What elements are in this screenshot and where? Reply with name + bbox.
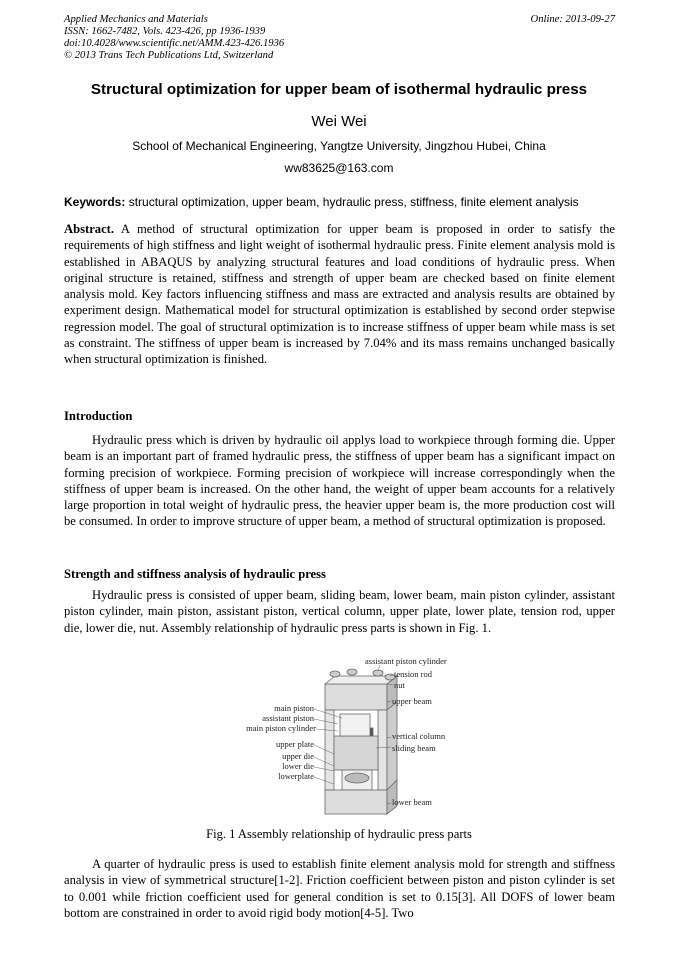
abstract-label: Abstract. xyxy=(64,222,115,236)
label-assistant-piston: assistant piston xyxy=(262,713,314,723)
issn: ISSN: 1662-7482, Vols. 423-426, pp 1936-1939 xyxy=(64,26,266,37)
body-paragraph: A quarter of hydraulic press is used to establish finite element analysis mold for strength and stiffness analysis in view of symmetrical structure[1-2]. Friction coefficient between piston and piston cylinder is set to 0.001 while friction coefficient used for general condition is set to 0.15[3]. All DOFS of lower beam bottom are constrained in order to avoid rigid body motion[4-5]. Two xyxy=(64,857,615,920)
section-heading: Introduction xyxy=(64,409,133,423)
label-upper-beam: upper beam xyxy=(392,696,432,706)
label-assistant-piston-cylinder: assistant piston cylinder xyxy=(365,656,447,666)
journal-name: Applied Mechanics and Materials xyxy=(64,14,208,25)
label-lower-die: lower die xyxy=(282,761,314,771)
figure-hydraulic-press xyxy=(230,658,470,824)
abstract xyxy=(64,221,615,368)
copyright: © 2013 Trans Tech Publications Ltd, Switzerland xyxy=(64,50,274,61)
figure-caption: Fig. 1 Assembly relationship of hydraulic press parts xyxy=(206,827,472,841)
doi: doi:10.4028/www.scientific.net/AMM.423-426.1936 xyxy=(64,38,285,49)
label-main-piston: main piston xyxy=(274,703,314,713)
section-text: Hydraulic press is consisted of upper beam, sliding beam, lower beam, main piston cylinder, assistant piston cylinder, main piston, assistant piston, vertical column, upper plate, lower plate, tension rod, upper die, lower die, nut. Assembly relationship of hydraulic press parts is shown in Fig. 1. xyxy=(64,588,615,635)
abstract-text: A method of structural optimization for upper beam is proposed in order to satisfy the requirements of high stiffness and light weight of isothermal hydraulic press. Finite element analysis mold is established in ABAQUS by analyzing structural features and load conditions of hydraulic press. When original structure is retained, stiffness and strength of upper beam are checked based on finite element analysis mold. Key factors influencing stiffness and mass are extracted and analysis results are obtained by experiment design. Mathematical model for structural optimization is established by second order stepwise regression model. The goal of structural optimization is to increase stiffness of upper beam while mass is set as constraint. The stiffness of upper beam is increased by 7.04% and its mass remains unchanged basically when structural optimization is finished. xyxy=(64,222,615,367)
online-date: Online: 2013-09-27 xyxy=(530,14,615,25)
label-nut: nut xyxy=(394,680,405,690)
affiliation: School of Mechanical Engineering, Yangtze University, Jingzhou Hubei, China xyxy=(132,139,546,153)
label-vertical-column: vertical column xyxy=(392,731,446,741)
label-tension-rod: tension rod xyxy=(394,669,433,679)
keywords-label: Keywords: xyxy=(64,195,126,209)
section-text: Hydraulic press which is driven by hydraulic oil applys load to workpiece through forming die. Upper beam is an important part of framed hydraulic press, the stiffness of upper beam has a significant impact on forming precision of workpiece. Forming precision of workpiece will increase correspondingly when the stiffness of upper beam is increased. On the other hand, the weight of upper beam accounts for a relatively large proportion in total weight of hydraulic press, the heavier upper beam is, the more production cost will be consumed. In order to improve structure of upper beam, a method of structural optimization is proposed. xyxy=(64,433,615,529)
email: ww83625@163.com xyxy=(284,161,394,175)
author: Wei Wei xyxy=(311,113,367,130)
label-main-piston-cylinder: main piston cylinder xyxy=(246,723,316,733)
label-lower-beam: lower beam xyxy=(392,797,432,807)
keywords-text: structural optimization, upper beam, hydraulic press, stiffness, finite element analysis xyxy=(125,195,579,209)
paper-title: Structural optimization for upper beam of isothermal hydraulic press xyxy=(90,81,588,98)
section-heading: Strength and stiffness analysis of hydraulic press xyxy=(64,567,326,581)
journal-header xyxy=(64,14,284,62)
label-sliding-beam: sliding beam xyxy=(392,743,436,753)
label-upper-die: upper die xyxy=(282,751,314,761)
press-drawing xyxy=(325,669,397,814)
keywords xyxy=(64,195,579,209)
label-upper-plate: upper plate xyxy=(276,739,314,749)
label-lower-plate: lowerplate xyxy=(278,771,314,781)
